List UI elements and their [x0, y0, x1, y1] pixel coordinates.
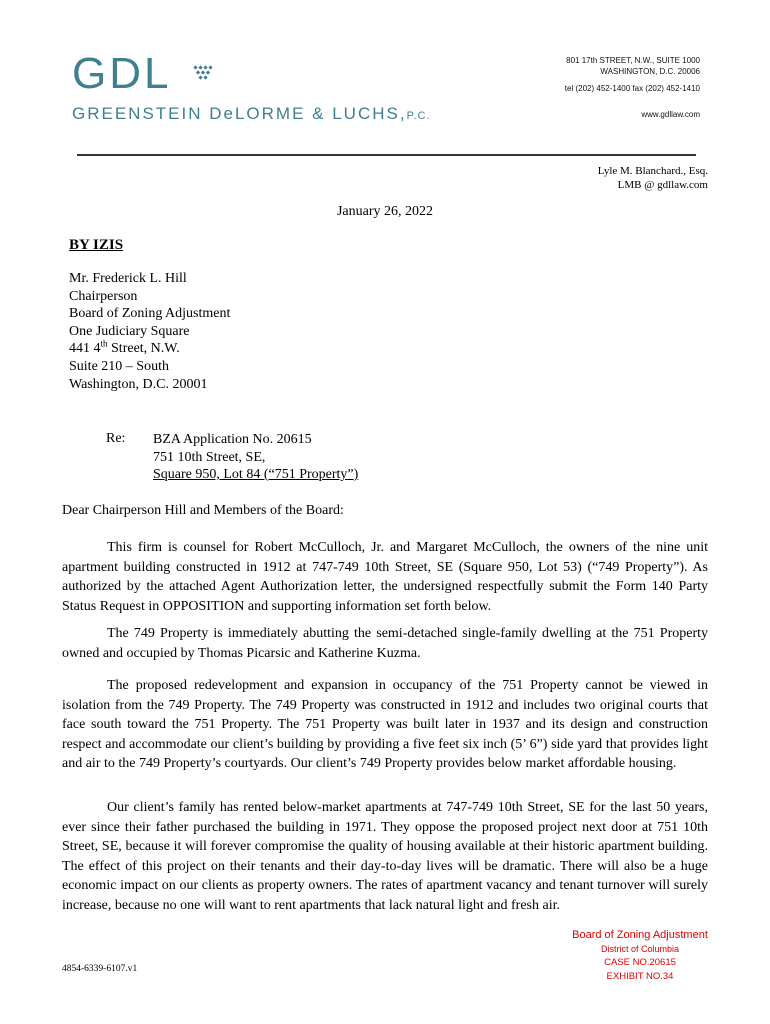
- website-link[interactable]: www.gdllaw.com: [641, 110, 700, 119]
- letter-date: January 26, 2022: [336, 204, 434, 219]
- firm-logo: GDL: [72, 49, 172, 98]
- recipient-building: One Judiciary Square: [69, 323, 190, 339]
- salutation: Dear Chairperson Hill and Members of the Board:: [62, 503, 344, 518]
- stamp-case: CASE NO.20615: [604, 957, 676, 968]
- recipient-title: Chairperson: [69, 288, 138, 304]
- document-id: 4854-6339-6107.v1: [62, 964, 138, 974]
- body-paragraph: Our client’s family has rented below-market apartments at 747-749 10th Street, SE for the last 50 years, ever since their father purchased the building in 1971. They oppose the proposed project next door at 751 10th Street, SE, because it will forever compromise the quality of housing available at their historic apartment building. The effect of this project on their tenants and their day-to-day lives will be dramatic. There will also be a huge economic impact on our clients as property owners. The rates of apartment vacancy and tenant turnover will surely increase, because no one will want to rent apartments that lack natural light and fresh air.: [62, 800, 708, 913]
- recipient-suite: Suite 210 – South: [69, 358, 169, 374]
- re-line-2: 751 10th Street, SE,: [153, 449, 266, 465]
- body-paragraph: The 749 Property is immediately abutting the semi-detached single-family dwelling at the 751 Property owned and occupied by Thomas Picarsic and Katherine Kuzma.: [62, 626, 708, 661]
- firm-name-main: GREENSTEIN DeLORME & LUCHS,: [72, 104, 407, 123]
- recipient-name: Mr. Frederick L. Hill: [69, 271, 187, 286]
- re-line-1: BZA Application No. 20615: [153, 432, 312, 447]
- address-line-1: 801 17th STREET, N.W., SUITE 1000: [566, 56, 700, 65]
- attorney-name: Lyle M. Blanchard., Esq.: [597, 165, 708, 177]
- attorney-email[interactable]: LMB @ gdllaw.com: [617, 179, 708, 191]
- recipient-street: 441 4th Street, N.W.: [69, 338, 180, 357]
- body-paragraph: The proposed redevelopment and expansion in occupancy of the 751 Property cannot be viewed in isolation from the 749 Property. The 749 Property was constructed in 1912 and includes two original courts that face south toward the 751 Property. The 751 Property was built later in 1937 and its design and construction respect and accommodate our client’s building by providing a five feet six inch (5’ 6”) side yard that provides light and air to the 749 Property’s courtyards. Our client’s 749 Property provides below market affordable housing.: [62, 678, 708, 772]
- recipient-city: Washington, D.C. 20001: [69, 376, 208, 392]
- re-subject: [153, 431, 358, 484]
- re-label: Re:: [106, 431, 126, 446]
- stamp-district: District of Columbia: [600, 944, 680, 954]
- diamond-cluster-icon: [192, 64, 214, 80]
- recipient-org: Board of Zoning Adjustment: [69, 306, 231, 322]
- firm-name: [72, 104, 431, 124]
- body-paragraph: This firm is counsel for Robert McCulloch, Jr. and Margaret McCulloch, the owners of the nine unit apartment building constructed in 1912 at 747-749 10th Street, SE (Square 950, Lot 53) (“749 Property”). As authorized by the attached Agent Authorization letter, the undersigned respectfully submit the Form 140 Party Status Request in OPPOSITION and supporting information set forth below.: [62, 540, 708, 614]
- address-line-2: WASHINGTON, D.C. 20006: [600, 67, 700, 76]
- stamp-board: Board of Zoning Adjustment: [572, 929, 708, 941]
- phone-fax: tel (202) 452-1400 fax (202) 452-1410: [564, 84, 700, 93]
- recipient-address: [69, 270, 230, 393]
- letterhead-divider: [77, 154, 696, 156]
- exhibit-stamp: [560, 928, 720, 984]
- firm-name-suffix: P.C.: [406, 110, 431, 122]
- re-line-3: Square 950, Lot 84 (“751 Property”): [153, 467, 359, 482]
- delivery-method: BY IZIS: [69, 237, 124, 253]
- stamp-exhibit: EXHIBIT NO.34: [606, 971, 674, 982]
